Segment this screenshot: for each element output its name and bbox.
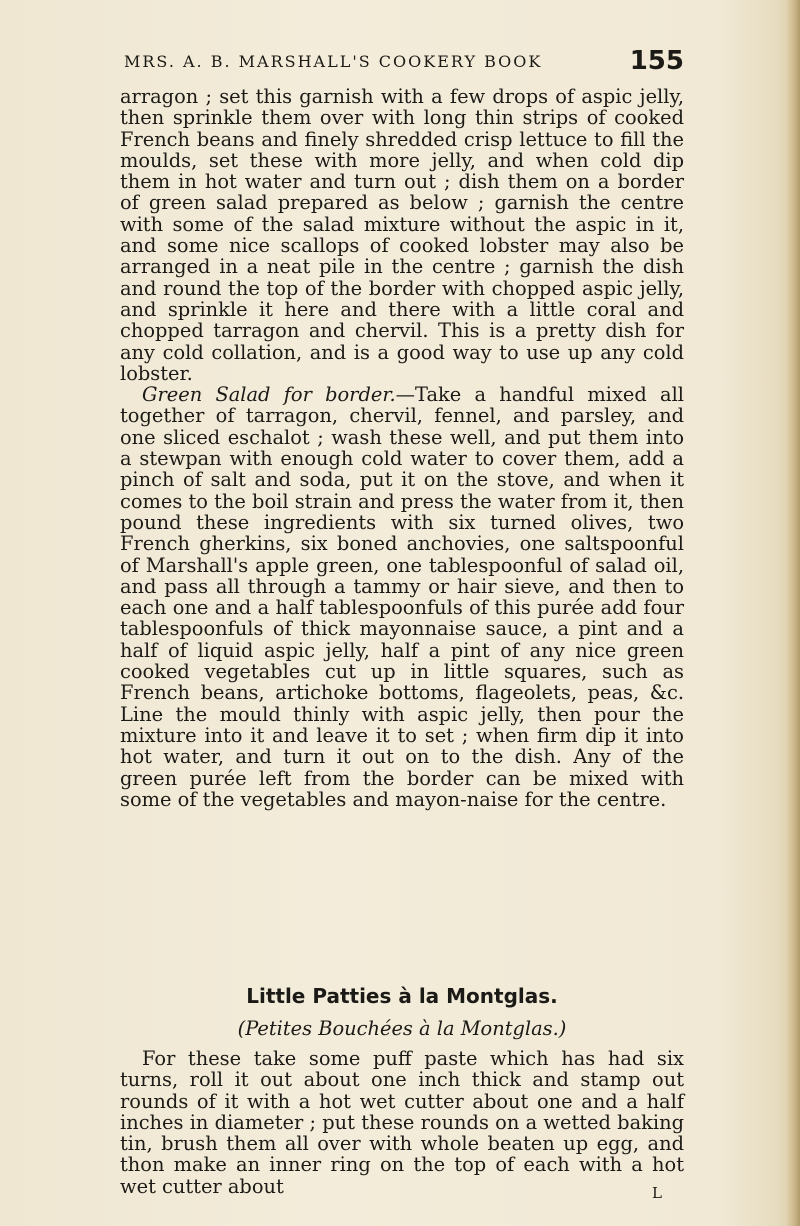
recipe-subtitle: (Petites Bouchées à la Montglas.) <box>237 1017 567 1040</box>
signature-mark: L <box>652 1184 662 1202</box>
page-number: 155 <box>629 46 684 76</box>
main-text-block <box>120 86 684 810</box>
page-header <box>124 46 684 80</box>
page-edge-shadow <box>786 0 800 1226</box>
paragraph-green-salad <box>120 384 684 810</box>
running-head: MRS. A. B. MARSHALL'S COOKERY BOOK <box>124 52 543 71</box>
paragraph-patties: For these take some puff paste which has had six turns, roll it out about one inch thick and stamp out rounds of it with a hot wet cutter about one and a half inches in diameter ; put these rounds on a wetted baking tin, brush them all over with whole beaten up egg, and thon make an inner ring on the top of each with a hot wet cutter about <box>120 1047 684 1198</box>
paragraph-green-salad-text: —Take a handful mixed all together of tarragon, chervil, fennel, and parsley, and one sliced eschalot ; wash these well, and put them into a stewpan with enough cold water to cover them, add a pinch of salt and soda, put it on the stove, and when it comes to the boil strain and press the water from it, then pound these ingredients with six turned olives, two French gherkins, six boned anchovies, one saltspoonful of Marshall's apple green, one tablespoonful of salad oil, and pass all through a tammy or hair sieve, and then to each one and a half tablespoonfuls of this purée add four tablespoonfuls of thick mayonnaise sauce, a pint and a half of liquid aspic jelly, half a pint of any nice green cooked vegetables cut up in little squares, such as French beans, artichoke bottoms, flageolets, peas, &c. Line the mould thinly with aspic jelly, then pour the mixture into it and leave it to set ; when firm dip it into hot water, and turn it out on to the dish. Any of the green purée left from the border can be mixed with some of the vegetables and mayon-naise for the centre. <box>120 383 685 811</box>
recipe-title: Little Patties à la Montglas. <box>246 984 558 1008</box>
paragraph-lead-heading: Green Salad for border. <box>142 383 396 407</box>
recipe-text-block <box>120 1048 684 1197</box>
paragraph-lobster-aspic: arragon ; set this garnish with a few drops of aspic jelly, then sprinkle them over with long thin strips of cooked French beans and finely shredded crisp lettuce to fill the moulds, set these with more jelly, and when cold dip them in hot water and turn out ; dish them on a border of green salad prepared as below ; garnish the centre with some of the salad mixture without the aspic in it, and some nice scallops of cooked lobster may also be arranged in a neat pile in the centre ; garnish the dish and round the top of the border with chopped aspic jelly, and sprinkle it here and there with a little coral and chopped tarragon and chervil. This is a pretty dish for any cold collation, and is a good way to use up any cold lobster. <box>120 85 684 385</box>
